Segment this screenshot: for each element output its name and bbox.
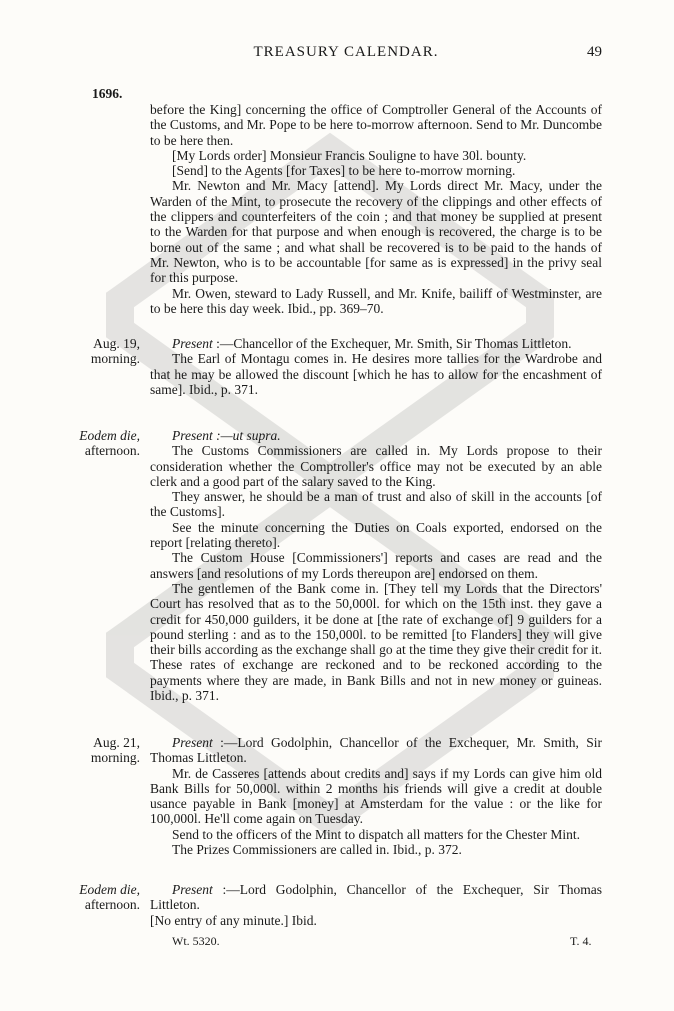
page-header (90, 44, 602, 64)
paragraph: The Custom House [Commissioners'] reports and cases are read and the answers [and resolutions of my Lords thereupon are] endorsed on them. (150, 550, 602, 581)
date-line: morning. (90, 351, 140, 366)
present-names: :—Lord Godolphin, Chancellor of the Exchequer, Mr. Smith, Sir Thomas Littleton. (150, 735, 602, 766)
paragraph: The Earl of Montagu comes in. He desires more tallies for the Wardrobe and that he may be allowed the discount [which he has to allow for the encashment of same]. Ibid., p. 371. (150, 351, 602, 397)
year-label: 1696. (92, 86, 123, 101)
date-line: afternoon. (84, 897, 140, 912)
paragraph: The gentlemen of the Bank come in. [They tell my Lords that the Directors' Court has resolved that as to the 50,000l. for which on the 15th inst. they gave a credit for 450,000 guilders, it be done at [the rate of exchange of] 9 guilders for a pound sterling : and as to the 150,000l. to be remitted [to Flanders] they will give their bills according as the exchange shall go at the time they give their credit for it. These rates of exchange are reckoned and to be reckoned according to the payments where they are made, in Bank Bills and not in new money or guineas. Ibid., p. 371. (150, 580, 602, 704)
date-line: Aug. 21, (93, 735, 140, 750)
paragraph: Send to the officers of the Mint to dispatch all matters for the Chester Mint. (172, 826, 581, 842)
date-line: Aug. 19, (93, 336, 140, 351)
paragraph: before the King] concerning the office of Comptroller General of the Accounts of the Customs, and Mr. Pope to be here to-morrow afternoon. Send to Mr. Duncombe to be here then. (150, 102, 602, 148)
present-line (150, 882, 602, 913)
paragraph: [Send] to the Agents [for Taxes] to be here to-morrow morning. (172, 163, 516, 179)
present-line (150, 336, 602, 351)
present-line (150, 735, 602, 766)
page-number: 49 (587, 44, 602, 60)
footer-left: Wt. 5320. (172, 934, 220, 948)
entry-date (70, 336, 140, 366)
running-title: TREASURY CALENDAR. (253, 44, 439, 60)
entry-body (150, 735, 602, 857)
present-names: :—Lord Godolphin, Chancellor of the Exchequer, Sir Thomas Littleton. (150, 882, 602, 913)
entry-date (70, 428, 140, 458)
paragraph: Mr. Owen, steward to Lady Russell, and Mr. Knife, bailiff of Westminster, are to be here this day week. Ibid., pp. 369–70. (150, 285, 602, 316)
paragraph: They answer, he should be a man of trust and also of skill in the accounts [of the Customs]. (150, 489, 602, 520)
paragraph: See the minute concerning the Duties on Coals exported, endorsed on the report [relating thereto]. (150, 519, 602, 551)
present-names: :—Chancellor of the Exchequer, Mr. Smith, Sir Thomas Littleton. (212, 336, 572, 351)
entry-body (150, 336, 602, 397)
entry-date (70, 735, 140, 765)
present-label: Present :—ut supra. (172, 428, 281, 443)
paragraph: The Prizes Commissioners are called in. Ibid., p. 372. (172, 842, 462, 858)
date-line: afternoon. (84, 443, 140, 458)
present-label: Present (172, 735, 213, 750)
present-line (150, 428, 602, 443)
paragraph: [No entry of any minute.] Ibid. (150, 912, 317, 928)
date-line: Eodem die, (79, 428, 140, 443)
present-label: Present (172, 336, 213, 351)
paragraph: [My Lords order] Monsieur Francis Souligne to have 30l. bounty. (172, 147, 527, 163)
entry-body (150, 882, 602, 928)
date-line: morning. (90, 750, 140, 765)
paragraph: Mr. Newton and Mr. Macy [attend]. My Lords direct Mr. Macy, under the Warden of the Mint, to prosecute the recovery of the clippings and other effects of the clippers and counterfeiters of the coin ; and that money be supplied at present to the Warden for that purpose and when enough is recovered, the charge is to be borne out of the same ; and what shall be recovered is to be paid to the hands of Mr. Newton, who is to be accountable [for same as is expressed] in the privy seal for this purpose. (150, 178, 602, 286)
entry-body (150, 428, 602, 703)
entry-body (150, 102, 602, 316)
paragraph: Mr. de Casseres [attends about credits and] says if my Lords can give him old Bank Bills for 50,000l. within 2 months his friends will give a credit at double usance payable in Bank [money] at Amsterdam for the value : or the like for 100,000l. He'll come again on Tuesday. (150, 765, 602, 827)
present-label: Present (172, 882, 213, 897)
paragraph: The Customs Commissioners are called in. My Lords propose to their consideration whether the Comptroller's office may not be executed by an able clerk and a good part of the salary saved to the King. (150, 443, 602, 489)
date-line: Eodem die, (79, 882, 140, 897)
footer-right: T. 4. (570, 934, 592, 948)
entry-date (70, 882, 140, 912)
